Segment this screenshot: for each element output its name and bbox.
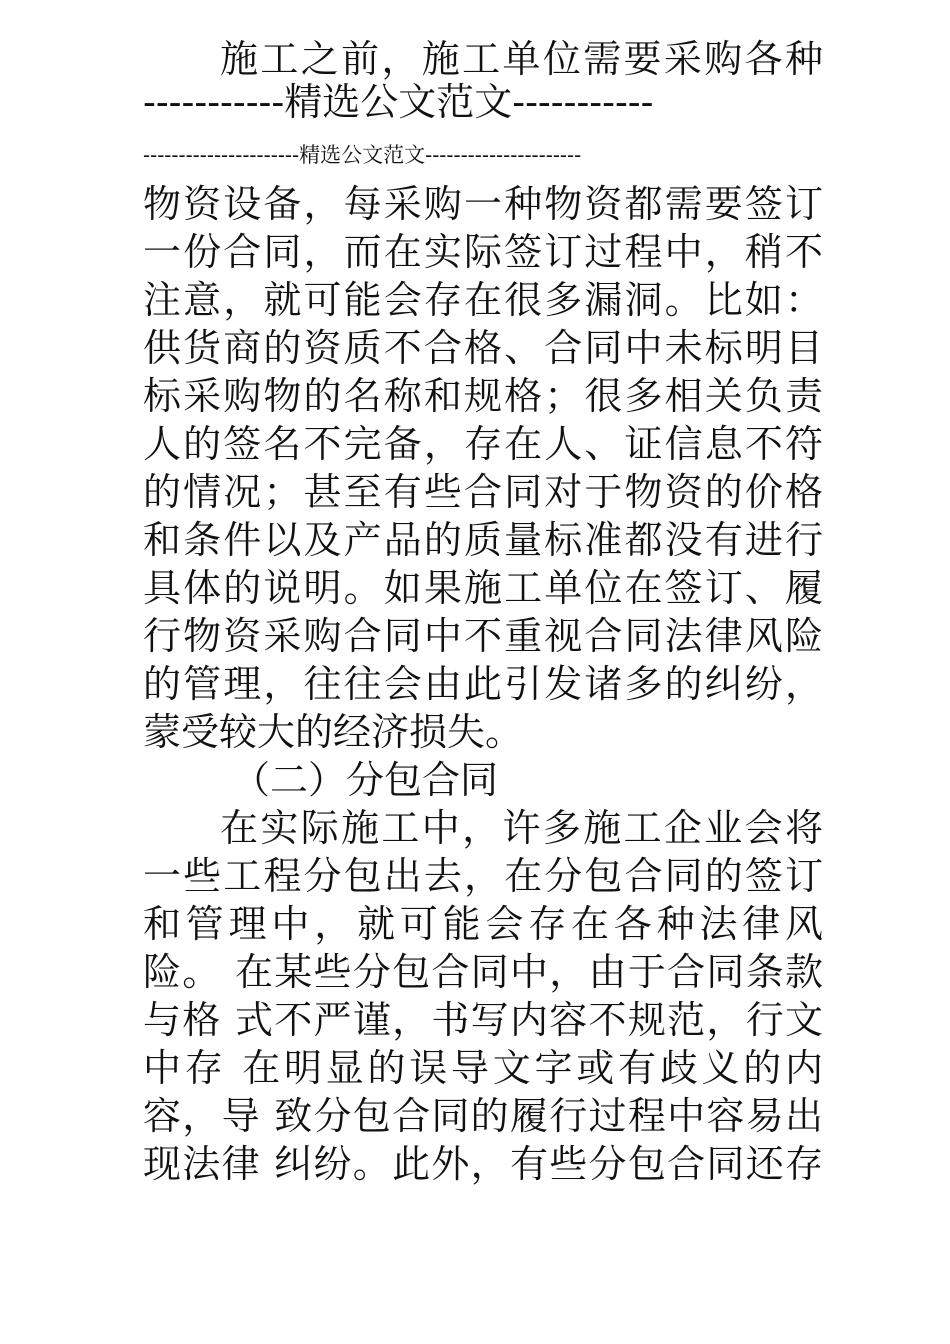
paragraph-line: 物资设备，每采购一种物资都需要签订 xyxy=(143,182,823,226)
paragraph-line: 行物资采购合同中不重视合同法律风险 xyxy=(143,614,823,658)
paragraph-line: 标采购物的名称和规格；很多相关负责 xyxy=(143,374,823,418)
paragraph-line: 的管理，往往会由此引发诸多的纠纷， xyxy=(143,662,823,706)
paragraph-line: 和管理中，就可能会存在各种法律风 xyxy=(143,902,823,946)
paragraph-line: 供货商的资质不合格、合同中未标明目 xyxy=(143,326,823,370)
paragraph-line: 与格 式不严谨，书写内容不规范，行文 xyxy=(143,998,823,1042)
header-sub-banner: ----------------------精选公文范文---------------------- xyxy=(143,143,582,167)
paragraph-line: 一些工程分包出去，在分包合同的签订 xyxy=(143,854,823,898)
paragraph-line: 具体的说明。如果施工单位在签订、履 xyxy=(143,566,823,610)
paragraph-line: 注意，就可能会存在很多漏洞。比如： xyxy=(143,278,823,322)
paragraph-line: 人的签名不完备，存在人、证信息不符 xyxy=(143,422,823,466)
paragraph-line: 在实际施工中，许多施工企业会将 xyxy=(220,806,823,850)
paragraph-line: 一份合同，而在实际签订过程中，稍不 xyxy=(143,230,823,274)
paragraph-line: 和条件以及产品的质量标准都没有进行 xyxy=(143,518,823,562)
paragraph-line: 容，导 致分包合同的履行过程中容易出 xyxy=(143,1094,823,1138)
paragraph-line: 的情况；甚至有些合同对于物资的价格 xyxy=(143,470,823,514)
paragraph-line: 蒙受较大的经济损失。 xyxy=(143,710,524,754)
section-heading: （二）分包合同 xyxy=(232,758,499,802)
paragraph-line: 险。 在某些分包合同中，由于合同条款 xyxy=(143,950,823,994)
header-banner: -----------精选公文范文----------- xyxy=(143,80,654,124)
paragraph-line: 中存 在明显的误导文字或有歧义的内 xyxy=(143,1046,823,1090)
paragraph-line: 施工之前，施工单位需要采购各种 xyxy=(220,37,823,81)
paragraph-line: 现法律 纠纷。此外，有些分包合同还存 xyxy=(143,1142,823,1186)
